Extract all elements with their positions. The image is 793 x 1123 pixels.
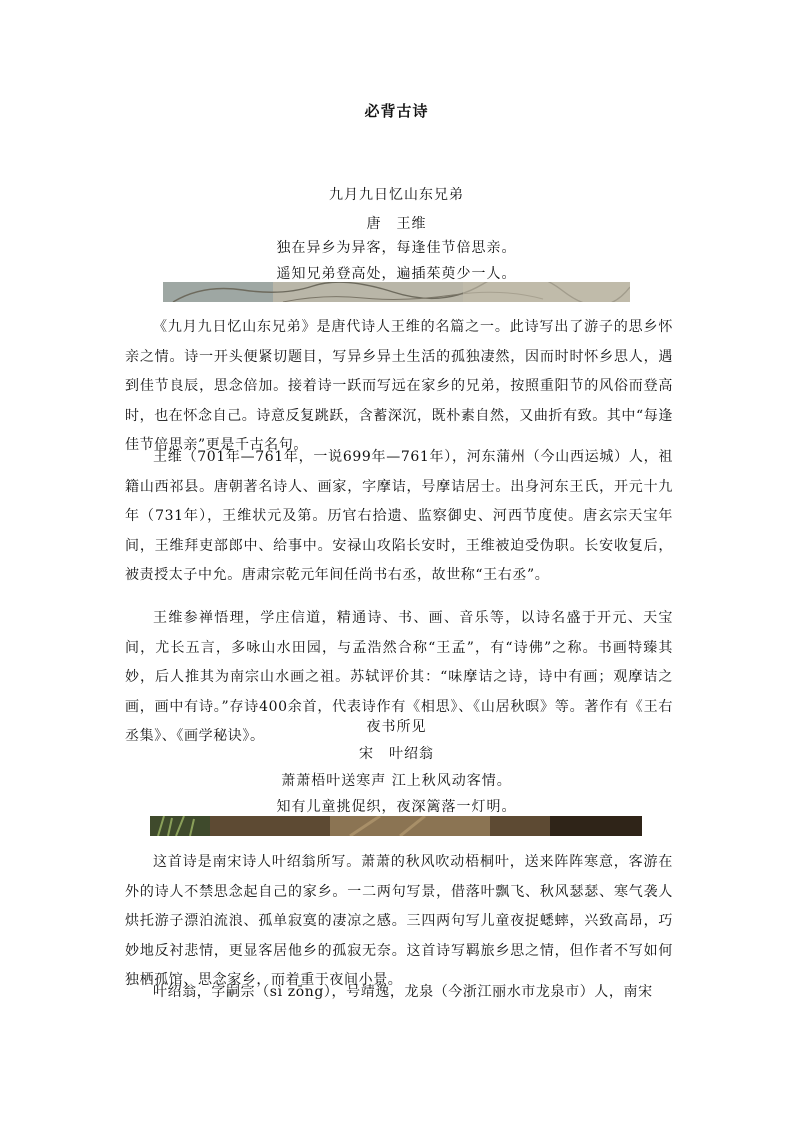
poem1-line-2: 遥知兄弟登高处，遍插茱萸少一人。 xyxy=(276,266,517,282)
poem1-title: 九月九日忆山东兄弟 xyxy=(329,187,464,203)
poem2-line-1: 萧萧梧叶送寒声 江上秋风动客情。 xyxy=(281,773,512,789)
poem2-line-2: 知有儿童挑促织，夜深篱落一灯明。 xyxy=(276,799,517,815)
poem2-paragraph-2: 叶绍翁，字嗣宗（sì zōng），号靖逸，龙泉（今浙江丽水市龙泉市）人，南宋 xyxy=(153,984,653,1000)
poem1-illustration xyxy=(163,282,630,302)
page-title: 必背古诗 xyxy=(364,102,429,120)
poem2-illustration xyxy=(150,816,642,836)
poem1-paragraph-3: 王维参禅悟理，学庄信道，精通诗、书、画、音乐等，以诗名盛于开元、天宝间，尤长五言，多咏山水田园，与孟浩然合称“王孟”，有“诗佛”之称。书画特臻其妙，后人推其为南宗山水画之祖。苏轼评价其：“味摩诘之诗，诗中有画；观摩诘之画，画中有诗。”存诗400余首，代表诗作有《相思》、《山居秋暝》等。著作有《王右丞集》、《画学秘诀》。 xyxy=(125,610,673,744)
poem2-paragraph-1: 这首诗是南宋诗人叶绍翁所写。萧萧的秋风吹动梧桐叶，送来阵阵寒意，客游在外的诗人不禁思念起自己的家乡。一二两句写景，借落叶飘飞、秋风瑟瑟、寒气袭人烘托游子漂泊流浪、孤单寂寞的凄凉之感。三四两句写儿童夜捉蟋蟀，兴致高昂，巧妙地反衬悲情，更显客居他乡的孤寂无奈。这首诗写羁旅乡思之情，但作者不写如何独栖孤馆、思念家乡，而着重于夜间小景。 xyxy=(125,854,673,988)
poem1-paragraph-1: 《九月九日忆山东兄弟》是唐代诗人王维的名篇之一。此诗写出了游子的思乡怀亲之情。诗一开头便紧切题目，写异乡异土生活的孤独凄然，因而时时怀乡思人，遇到佳节良辰，思念倍加。接着诗一跃而写远在家乡的兄弟，按照重阳节的风俗而登高时，也在怀念自己。诗意反复跳跃，含蓄深沉，既朴素自然，又曲折有致。其中“每逢佳节倍思亲”更是千古名句。 xyxy=(125,319,673,453)
poem1-line-1: 独在异乡为异客，每逢佳节倍思亲。 xyxy=(276,240,517,256)
poem2-author: 宋 叶绍翁 xyxy=(359,746,434,762)
poem1-author: 唐 王维 xyxy=(366,216,427,232)
poem1-paragraph-2: 王维（701年—761年，一说699年—761年），河东蒲州（今山西运城）人，祖籍山西祁县。唐朝著名诗人、画家，字摩诘，号摩诘居士。出身河东王氏，开元十九年（731年），王维状元及第。历官右拾遗、监察御史、河西节度使。唐玄宗天宝年间，王维拜吏部郎中、给事中。安禄山攻陷长安时，王维被迫受伪职。长安收复后，被责授太子中允。唐肃宗乾元年间任尚书右丞，故世称“王右丞”。 xyxy=(125,449,673,583)
poem2-title: 夜书所见 xyxy=(366,719,427,735)
